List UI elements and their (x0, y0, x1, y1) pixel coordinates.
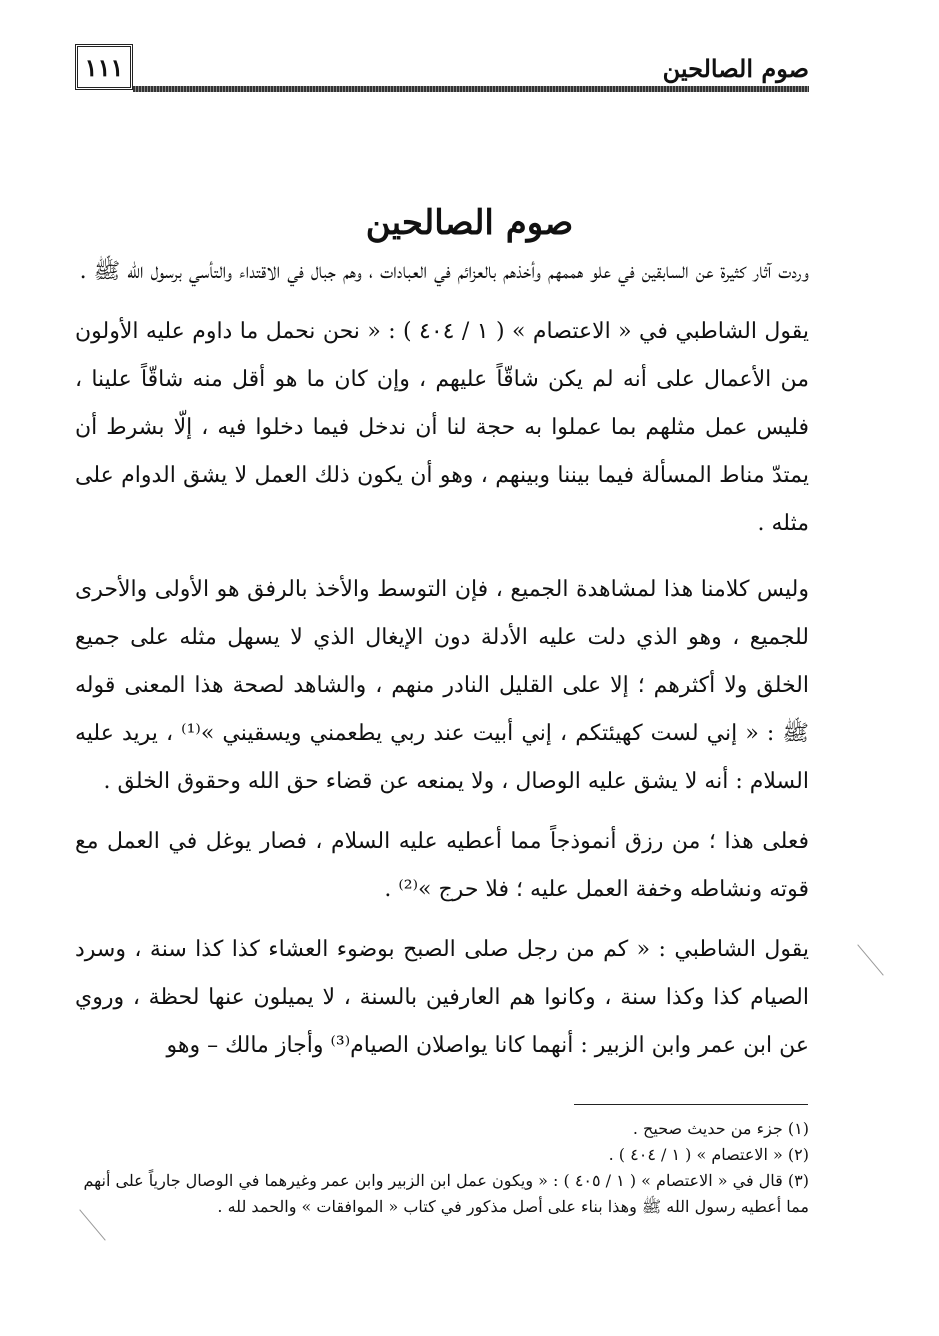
scan-mark (857, 944, 883, 975)
paragraph-1: وردت آثار كثيرة عن السابقين في علو هممهم وأخذهم بالعزائم في العبادات ، وهم جبال في الاقتداء والتأسي برسول الله ﷺ . (79, 259, 809, 284)
paragraph-5: يقول الشاطبي : « كم من رجل صلى الصبح بوضوء العشاء كذا كذا سنة ، وسرد الصيام كذا وكذا سنة ، وكانوا هم العارفين بالسنة ، لا يميلون عنها لحظة ، وروي عن ابن عمر وابن الزبير : أنهما كانا يواصلان الصيام⁽³⁾ وأجاز مالك – وهو (75, 937, 809, 1058)
paragraph-2: يقول الشاطبي في « الاعتصام » ( ١ / ٤٠٤ ) : « نحن نحمل ما داوم عليه الأولون من الأعمال على أنه لم يكن شاقّاً عليهم ، وإن كان ما هو أقل منه شاقّاً علينا ، فليس عمل مثلهم بما عملوا به حجة لنا أن ندخل فيما دخلوا فيه ، إلّا بشرط أن يمتدّ مناط المسألة فيما بيننا وبينهم ، وهو أن يكون ذلك العمل لا يشق الدوام على مثله . (75, 319, 809, 536)
body-text (75, 248, 809, 1082)
footnote-1: (١) جزء من حديث صحيح . (632, 1119, 809, 1138)
footnote-3: (٣) قال في « الاعتصام » ( ١ / ٤٠٥ ) : « ويكون عمل ابن الزبير وابن عمر وغيرهما في الوصال جارياً على أنهم مما أعطيه رسول الله ﷺ وهذا بناء على أصل مذكور في كتاب « الموافقات » والحمد لله . (83, 1171, 809, 1216)
paragraph-4: فعلى هذا ؛ من رزق أنموذجاً مما أعطيه عليه السلام ، فصار يوغل في العمل مع قوته ونشاطه وخفة العمل عليه ؛ فلا حرج »⁽²⁾ . (75, 829, 809, 902)
footnote-separator (574, 1104, 808, 1105)
page-number: ١١١ (75, 44, 133, 90)
footnote-2: (٢) « الاعتصام » ( ١ / ٤٠٤ ) . (608, 1145, 809, 1164)
footnotes (75, 1116, 809, 1220)
paragraph-3: وليس كلامنا هذا لمشاهدة الجميع ، فإن التوسط والأخذ بالرفق هو الأولى والأحرى للجميع ، وهو الذي دلت عليه الأدلة دون الإيغال الذي لا يسهل مثله على جميع الخلق ولا أكثرهم ؛ إلا على القليل النادر منهم ، والشاهد لصحة هذا المعنى قوله ﷺ : « إني لست كهيئتكم ، إني أبيت عند ربي يطعمني ويسقيني »⁽¹⁾ ، يريد عليه السلام : أنه لا يشق عليه الوصال ، ولا يمنعه عن قضاء حق الله وحقوق الخلق . (75, 577, 809, 794)
running-title: صوم الصالحين (662, 54, 809, 83)
page-header (75, 44, 809, 96)
header-rule (133, 86, 809, 92)
chapter-title: صوم الصالحين (365, 202, 574, 243)
